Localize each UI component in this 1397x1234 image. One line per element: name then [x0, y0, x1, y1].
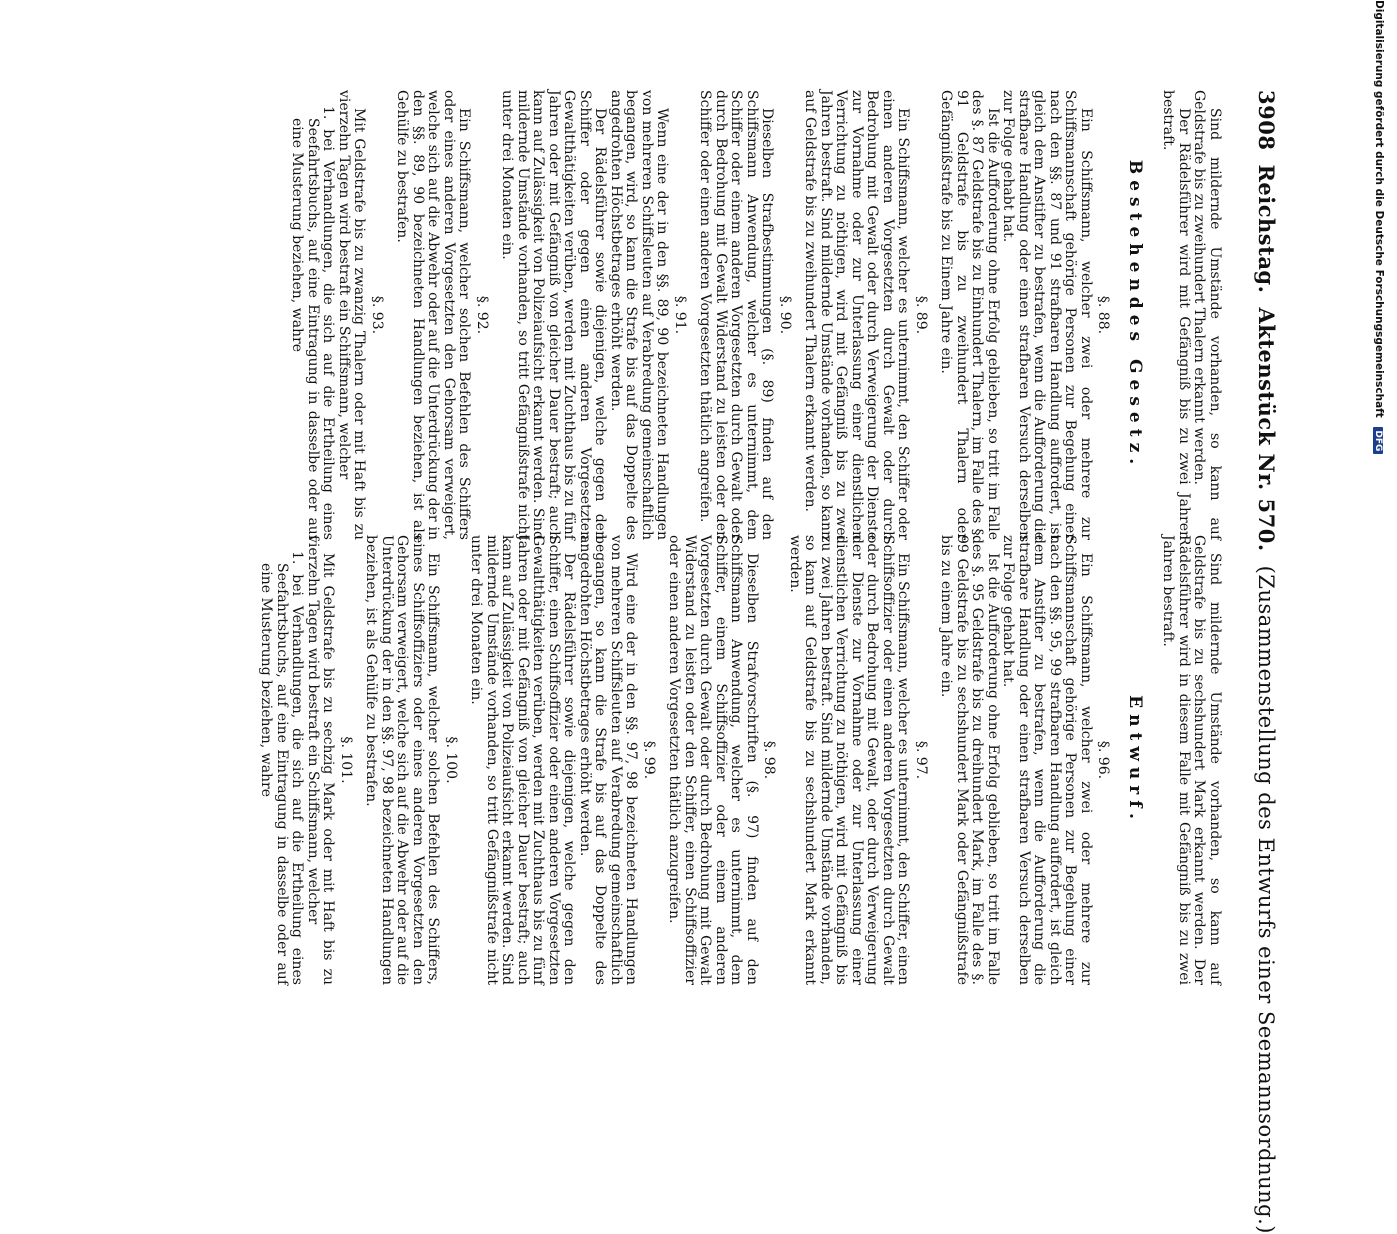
section-number: §. 96. [1095, 740, 1112, 780]
dfg-logo-icon: DFG [1373, 427, 1383, 454]
column-heading: Bestehendes Gesetz. [1125, 159, 1145, 471]
section-paragraph: Wenn eine der in den §§. 89, 90 bezeichneten Handlungen von mehreren Schiffsleuten auf Verabredung gemeinschaftlich begangen, wird, so kann die Strafe bis auf das Doppelte des angedrohten Höchstbetrages erhöht werden. [608, 90, 671, 540]
page-number: 3908 [1254, 90, 1279, 151]
intro-paragraph: Sind mildernde Umstände vorhanden, so kann auf Geldstrafe bis zu zweihundert Thalern erkannt werden. [1191, 90, 1223, 540]
section-number: §. 90. [777, 295, 793, 335]
intro-paragraph: Sind mildernde Umstände vorhanden, so kann auf Geldstrafe bis zu sechshundert Mark erkannt werden. Der Rädelsführer wird in diesem Falle mit Gefängniß bis zu zwei Jahren bestraft. [1160, 535, 1223, 985]
section-number: §. 88. [1095, 295, 1112, 335]
section-paragraph: Ein Schiffsmann, welcher solchen Befehlen des Schiffers, eines Schiffsoffiziers oder eines anderen Vorgesetzten den Gehorsam verweigert, welche sich auf die Abwehr oder auf die Unterdrückung der in den §§. 97, 98 bezeichneten Handlungen beziehen, ist als Gehülfe zu bestrafen. [363, 535, 442, 985]
section-paragraph: Mit Geldstrafe bis zu zwanzig Thalern oder mit Haft bis zu vierzehn Tagen wird bestraft ein Schiffsmann, welcher [336, 90, 368, 540]
section-number: §. 89. [913, 295, 929, 335]
section-number: §. 97. [913, 740, 929, 780]
list-item: 1. bei Verhandlungen, die sich auf die Ertheilung eines Seefahrtsbuchs, auf eine Eintragung in dasselbe oder auf eine Musterung beziehen, wahre [258, 551, 306, 985]
section-paragraph: Dieselben Strafbestimmungen (§. 89) finden auf den Schiffsmann Anwendung, welcher es unternimmt, dem Schiffer oder einem anderen Vorgesetzten durch Gewalt oder durch Bedrohung mit Gewalt Widerstand zu leisten oder den Schiffer oder einen anderen Vorgesetzten thätlich angreifen. [697, 90, 776, 540]
section-paragraph: Ein Schiffsmann, welcher zwei oder mehrere zur Schiffsmannschaft gehörige Personen zur Begehung einer nach den §§. 87 und 91 strafbaren Handlung auffordert, ist gleich dem Anstifter zu bestrafen, wenn die Aufforderung die strafbare Handlung oder einen strafbaren Versuch derselben zur Folge gehabt hat. [1000, 90, 1094, 540]
section-number: §. 98. [761, 740, 778, 780]
section-paragraph: Ist die Aufforderung ohne Erfolg geblieben, so tritt im Falle des §. 87 Geldstrafe bis zu Einhundert Thalern, im Falle des §. 91 Geldstrafe bis zu zweihundert Thalern oder Gefängnißstrafe bis zu Einem Jahre ein. [938, 90, 1001, 540]
column-draft [258, 535, 1222, 985]
section-paragraph: Ein Schiffsmann, welcher solchen Befehlen des Schiffers oder eines anderen Vorgesetzten den Gehorsam verweigert, welche sich auf die Abwehr oder auf die Unterdrückung der in den §§. 89, 90 bezeichneten Handlungen beziehen, ist als Gehülfe zu bestrafen. [394, 90, 473, 540]
column-heading: Entwurf. [1125, 695, 1145, 825]
section-paragraph: Mit Geldstrafe bis zu sechzig Mark oder mit Haft bis zu vierzehn Tagen wird bestraft ein Schiffsmann, welcher [305, 535, 337, 985]
document-subtitle: (Zusammenstellung des Entwurfs einer Seemannsordnung.) [1254, 565, 1278, 1234]
section-paragraph: Ein Schiffsmann, welcher es unternimmt, den Schiffer, einen Schiffsoffizier oder einen anderen Vorgesetzten durch Gewalt oder durch Bedrohung mit Gewalt, oder durch Verweigerung der Dienste zur Vornahme oder zur Unterlassung einer dienstlichen Verrichtung zu nöthigen, wird mit Gefängniß bis zu zwei Jahren bestraft. Sind mildernde Umstände vorhanden, so kann auf Geldstrafe bis zu sechshundert Mark erkannt werden. [787, 535, 912, 985]
section-number: §. 91. [672, 295, 688, 335]
column-existing-law [289, 90, 1222, 540]
section-number: §. 92. [474, 295, 490, 335]
section-paragraph: Ein Schiffsmann, welcher zwei oder mehrere zur Schiffsmannschaft gehörige Personen zur Begehung einer nach den §§. 95, 99 strafbaren Handlung auffordert, ist gleich dem Anstifter zu bestrafen, wenn die Aufforderung die strafbare Handlung oder einen strafbaren Versuch derselben zur Folge gehabt hat. [1000, 535, 1094, 985]
page-content [0, 40, 1397, 1234]
credit-text: Digitalisierung gefördert durch die Deutsche Forschungsgemeinschaft [1373, 0, 1385, 418]
section-paragraph: Dieselben Strafvorschriften (§. 97) finden auf den Schiffsmann Anwendung, welcher es unternimmt, dem Schiffer, einem Schiffsoffizier oder einem anderen Vorgesetzten durch Gewalt oder durch Bedrohung mit Gewalt Widerstand zu leisten oder den Schiffer, einen Schiffsoffizier oder einen anderen Vorgesetzten thätlich anzugreifen. [666, 535, 760, 985]
section-number: §. 100. [443, 736, 459, 784]
section-number: §. 101. [338, 736, 354, 784]
section-number: §. 93. [369, 295, 385, 335]
intro-paragraph: Der Rädelsführer wird mit Gefängniß bis zu zwei Jahren bestraft. [1160, 90, 1192, 540]
section-paragraph: Der Rädelsführer sowie diejenigen, welche gegen den Schiffer, einen Schiffsoffizier oder einen anderen Vorgesetzten Gewaltthätigkeiten verüben, werden mit Zuchthaus bis zu fünf Jahren oder mit Gefängniß von gleicher Dauer bestraft; auch kann auf Zulässigkeit von Polizeiaufsicht erkannt werden. Sind mildernde Umstände vorhanden, so tritt Gefängnißstrafe nicht unter drei Monaten ein. [468, 535, 578, 985]
running-head [1254, 90, 1279, 1234]
section-paragraph: Wird eine der in den §§. 97, 98 bezeichneten Handlungen von mehreren Schiffsleuten auf Verabredung gemeinschaftlich begangen, so kann die Strafe bis auf das Doppelte des angedrohten Höchstbetrages erhöht werden. [577, 535, 640, 985]
publication-title: Reichstag. [1254, 164, 1279, 294]
section-paragraph: Ein Schiffsmann, welcher es unternimmt, den Schiffer oder einen anderen Vorgesetzten durch Gewalt oder durch Bedrohung mit Gewalt oder durch Verweigerung der Dienste zur Vornahme oder zur Unterlassung einer dienstlichen Verrichtung zu nöthigen, wird mit Gefängniß bis zu zwei Jahren bestraft. Sind mildernde Umstände vorhanden, so kann auf Geldstrafe bis zu zweihundert Thalern erkannt werden. [802, 90, 912, 540]
list-item: 1. bei Verhandlungen, die sich auf die Ertheilung eines Seefahrtsbuchs, auf eine Eintragung in dasselbe oder auf eine Musterung beziehen, wahre [289, 106, 337, 540]
document-number: Aktenstück Nr. 570. [1254, 307, 1279, 552]
section-number: §. 99. [641, 740, 657, 780]
section-paragraph: Ist die Aufforderung ohne Erfolg geblieben, so tritt im Falle des §. 95 Geldstrafe bis zu dreihundert Mark, im Falle des §. 99 Geldstrafe bis zu sechshundert Mark oder Gefängnißstrafe bis zu einem Jahre ein. [938, 535, 1001, 985]
section-paragraph: Der Rädelsführer sowie diejenigen, welche gegen den Schiffer oder gegen einen anderen Vorgesetzten Gewaltthätigkeiten verüben, werden mit Zuchthaus bis zu fünf Jahren oder mit Gefängniß von gleicher Dauer bestraft; auch kann auf Zulässigkeit von Polizeiaufsicht erkannt werden. Sind mildernde Umstände vorhanden, so tritt Gefängnißstrafe nicht unter drei Monaten ein. [499, 90, 609, 540]
